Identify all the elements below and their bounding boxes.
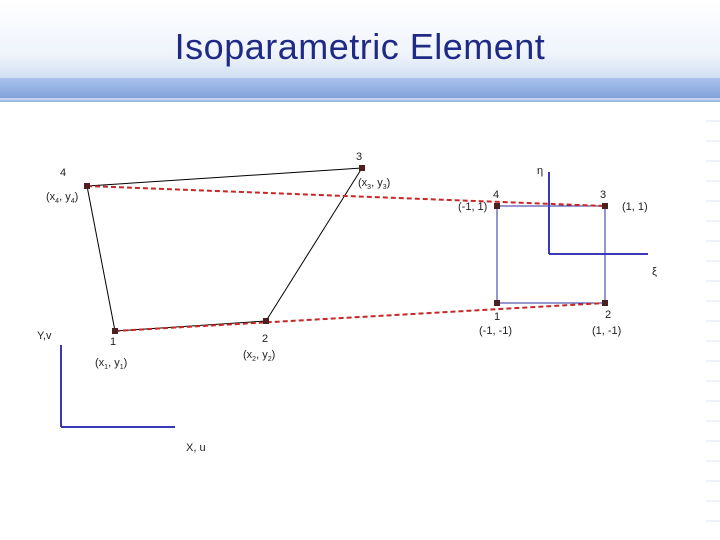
- physical-edge-3-4: [87, 168, 362, 186]
- physical-node-2-label: 2: [262, 333, 269, 345]
- parent-node-3-label: 3: [600, 189, 607, 201]
- physical-node-3-label: 3: [356, 151, 363, 163]
- slide-title: Isoparametric Element: [174, 26, 546, 67]
- physical-node-4-coords: ($x_4$, $y_4$): [46, 191, 79, 205]
- parent-node-2-label: 2: [605, 309, 612, 321]
- physical-edge-2-3: [266, 168, 362, 321]
- parent-node-3-coords: (1, 1): [622, 201, 648, 213]
- physical-edge-4-1: [87, 186, 115, 331]
- physical-node-1-marker: [112, 328, 118, 334]
- parent-node-2-coords: (1, -1): [592, 325, 622, 337]
- parent-node-3-marker: [602, 203, 608, 209]
- physical-node-3-marker: [359, 165, 365, 171]
- physical-node-4-label: 4: [60, 167, 67, 179]
- parent-node-1-marker: [494, 300, 500, 306]
- physical-node-1-coords: ($x_1$, $y_1$): [95, 357, 128, 371]
- global-y-axis-label: Y,v: [37, 330, 52, 342]
- xi-axis-label: ξ: [652, 266, 657, 278]
- parent-node-4-coords: (-1, 1): [458, 201, 488, 213]
- physical-node-1-label: 1: [110, 336, 117, 348]
- parent-node-2-marker: [602, 300, 608, 306]
- physical-node-3-coords: ($x_3$, $y_3$): [358, 177, 391, 191]
- global-x-axis-label: X, u: [186, 442, 206, 454]
- parent-axes: [549, 172, 648, 254]
- parent-node-1-label: 1: [494, 311, 501, 323]
- physical-node-4-marker: [84, 183, 90, 189]
- mapping-line-bottom: [115, 303, 605, 331]
- parent-node-1-coords: (-1, -1): [479, 325, 512, 337]
- eta-axis-label: η: [537, 165, 544, 177]
- physical-node-2-marker: [263, 318, 269, 324]
- parent-node-4-label: 4: [493, 189, 500, 201]
- physical-node-2-coords: ($x_2$, $y_2$): [243, 349, 276, 363]
- mapping-lines: [87, 186, 605, 331]
- node-markers: [84, 165, 608, 334]
- parent-node-4-marker: [494, 203, 500, 209]
- mapping-line-top: [87, 186, 605, 206]
- physical-element: [87, 168, 362, 331]
